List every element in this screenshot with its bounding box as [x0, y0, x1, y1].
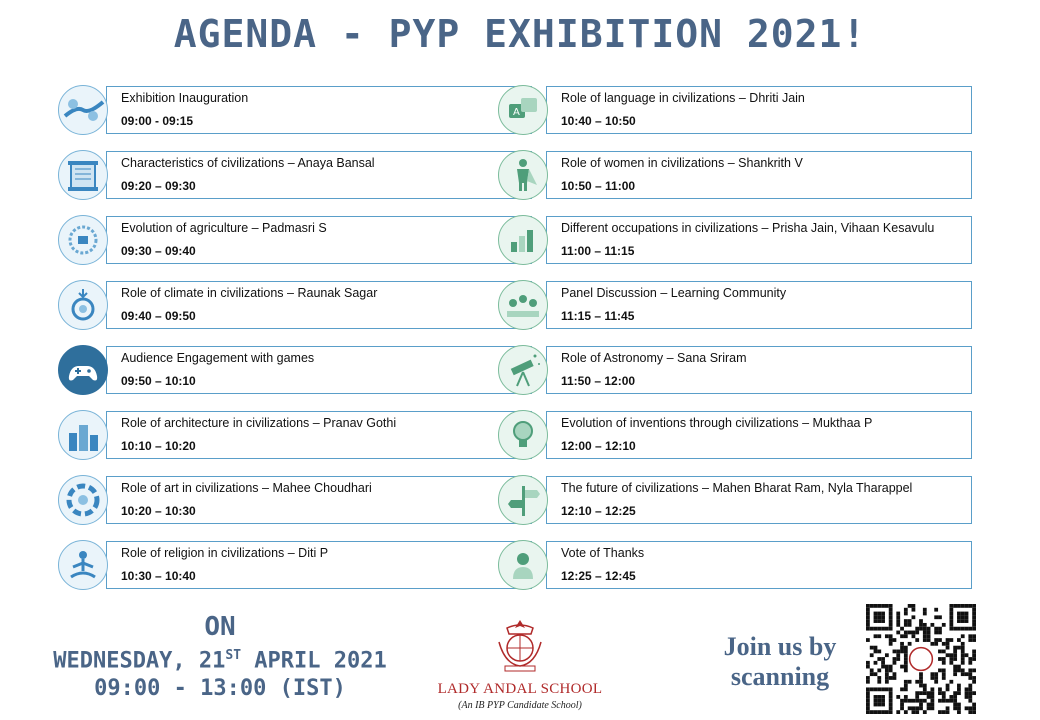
- wheat-wreath-icon: [58, 215, 108, 265]
- agenda-item-time: 12:25 – 12:45: [561, 569, 636, 583]
- event-date-prefix: WEDNESDAY, 21: [53, 648, 226, 674]
- event-date-block: [40, 612, 400, 703]
- agenda-card: [106, 151, 532, 199]
- agenda-item-title: Audience Engagement with games: [121, 351, 315, 365]
- school-name: LADY ANDAL SCHOOL: [437, 681, 603, 697]
- agenda-item-time: 09:30 – 09:40: [121, 244, 196, 258]
- agenda-item: [58, 346, 538, 396]
- join-us-text: [700, 632, 860, 692]
- agenda-card: [546, 86, 972, 134]
- join-line-2: scanning: [730, 662, 830, 691]
- agenda-card: [106, 476, 532, 524]
- agenda-left-column: [58, 86, 538, 606]
- agenda-item: [498, 411, 978, 461]
- agenda-item-title: The future of civilizations – Mahen Bharat Ram, Nyla Tharappel: [561, 481, 913, 495]
- agenda-item: [58, 281, 538, 331]
- signpost-icon: [498, 475, 548, 525]
- agenda-item-title: Role of art in civilizations – Mahee Choudhari: [121, 481, 372, 495]
- page-title: AGENDA - PYP EXHIBITION 2021!: [173, 12, 867, 56]
- agenda-card: [106, 541, 532, 589]
- agenda-item-title: Evolution of inventions through civilizations – Mukthaa P: [561, 416, 873, 430]
- agenda-card: [546, 281, 972, 329]
- agenda-card: [106, 346, 532, 394]
- agenda-item-time: 10:30 – 10:40: [121, 569, 196, 583]
- agenda-card: [106, 281, 532, 329]
- agenda-item-time: 09:00 - 09:15: [121, 114, 194, 128]
- agenda-card: [546, 411, 972, 459]
- event-on-label: ON: [204, 612, 236, 642]
- qr-code-icon[interactable]: [864, 604, 978, 714]
- agenda-item-title: Role of religion in civilizations – Diti P: [121, 546, 329, 560]
- agenda-item-time: 09:20 – 09:30: [121, 179, 196, 193]
- school-branding: [410, 614, 630, 711]
- agenda-item-title: Role of architecture in civilizations – Pranav Gothi: [121, 416, 397, 430]
- agenda-card: [546, 151, 972, 199]
- agenda-item: [498, 541, 978, 591]
- agenda-card: [546, 476, 972, 524]
- agenda-item-time: 12:10 – 12:25: [561, 504, 636, 518]
- agenda-item: [58, 86, 538, 136]
- agenda-item-time: 11:00 – 11:15: [561, 244, 635, 258]
- agenda-item: [498, 86, 978, 136]
- agenda-card: [106, 411, 532, 459]
- event-date-month-year: APRIL 2021: [241, 648, 387, 674]
- event-date: [40, 642, 400, 675]
- agenda-item-time: 09:50 – 10:10: [121, 374, 196, 388]
- event-hours: 09:00 - 13:00 (IST): [94, 676, 346, 702]
- agenda-item-title: Role of women in civilizations – Shankrith V: [561, 156, 803, 170]
- agenda-item-time: 10:20 – 10:30: [121, 504, 196, 518]
- agenda-item-time: 10:10 – 10:20: [121, 439, 196, 453]
- panel-discussion-icon: [498, 280, 548, 330]
- school-caption: (An IB PYP Candidate School): [458, 700, 582, 711]
- agenda-card: [546, 541, 972, 589]
- thank-you-icon: [498, 540, 548, 590]
- agenda-item-title: Role of language in civilizations – Dhriti Jain: [561, 91, 805, 105]
- agenda-item-title: Vote of Thanks: [561, 546, 645, 560]
- agenda-item-time: 11:15 – 11:45: [561, 309, 635, 323]
- occupations-icon: [498, 215, 548, 265]
- agenda-item: [58, 216, 538, 266]
- agenda-card: [106, 216, 532, 264]
- agenda-item: [498, 346, 978, 396]
- meditation-icon: [58, 540, 108, 590]
- agenda-item-title: Characteristics of civilizations – Anaya Bansal: [121, 156, 375, 170]
- agenda-item-time: 12:00 – 12:10: [561, 439, 636, 453]
- agenda-card: [546, 346, 972, 394]
- agenda-item: [58, 151, 538, 201]
- svg-text:A: A: [513, 107, 520, 118]
- agenda-item: [498, 281, 978, 331]
- woman-superhero-icon: [498, 150, 548, 200]
- school-crest-icon: [485, 614, 555, 676]
- language-translate-icon: [498, 85, 548, 135]
- agenda-item-title: Exhibition Inauguration: [121, 91, 249, 105]
- agenda-right-column: [498, 86, 978, 606]
- hands-cutting-ribbon-icon: [58, 85, 108, 135]
- agenda-item: [58, 541, 538, 591]
- lightbulb-icon: [498, 410, 548, 460]
- agenda-item-time: 10:40 – 10:50: [561, 114, 636, 128]
- agenda-card: [546, 216, 972, 264]
- agenda-item: [498, 476, 978, 526]
- agenda-item-title: Evolution of agriculture – Padmasri S: [121, 221, 327, 235]
- agenda-item-title: Role of Astronomy – Sana Sriram: [561, 351, 747, 365]
- agenda-item-title: Panel Discussion – Learning Community: [561, 286, 787, 300]
- agenda-item: [58, 411, 538, 461]
- art-circle-icon: [58, 475, 108, 525]
- recycle-globe-icon: [58, 280, 108, 330]
- agenda-card: [106, 86, 532, 134]
- agenda-item-title: Role of climate in civilizations – Raunak Sagar: [121, 286, 378, 300]
- agenda-item-time: 11:50 – 12:00: [561, 374, 636, 388]
- agenda-item: [498, 151, 978, 201]
- agenda-item-title: Different occupations in civilizations – Prisha Jain, Vihaan Kesavulu: [561, 221, 935, 235]
- event-date-suffix-sup: ST: [225, 648, 242, 663]
- agenda-item-time: 10:50 – 11:00: [561, 179, 636, 193]
- join-line-1: Join us by: [723, 632, 837, 661]
- agenda-item: [498, 216, 978, 266]
- scroll-icon: [58, 150, 108, 200]
- agenda-item: [58, 476, 538, 526]
- telescope-icon: [498, 345, 548, 395]
- city-buildings-icon: [58, 410, 108, 460]
- agenda-item-time: 09:40 – 09:50: [121, 309, 196, 323]
- game-controller-icon: [58, 345, 108, 395]
